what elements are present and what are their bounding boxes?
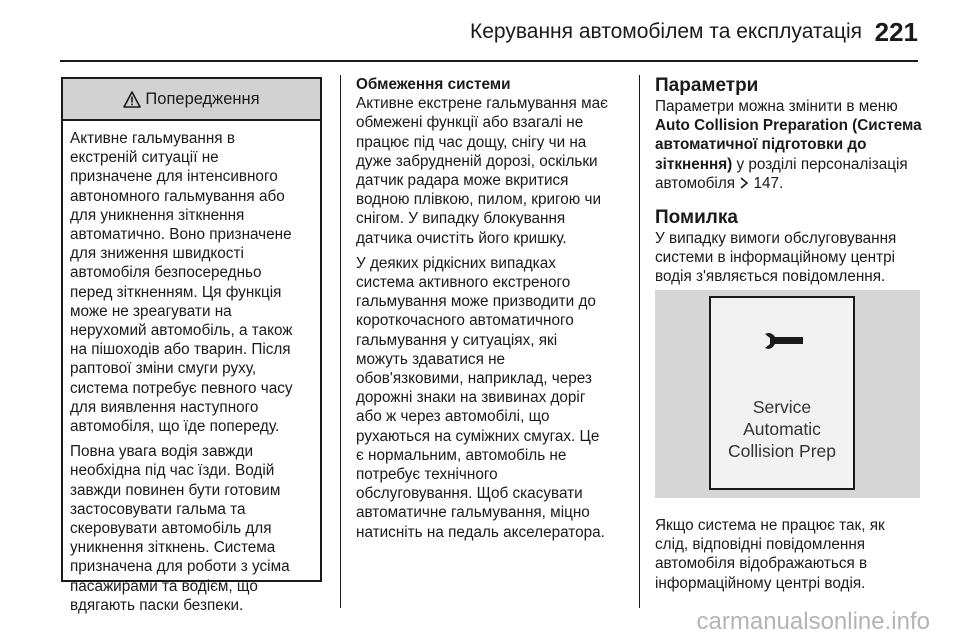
column-divider [340,75,341,608]
menu-path-text: Auto Collision Preparation (Система автоматичної підготовки до зіткнення) [655,117,922,173]
warning-body [63,121,320,615]
column-divider [639,75,640,608]
warning-paragraph: Активне гальмування в екстреній ситуації не призначене для інтенсивного автономного гальмування або для уникнення зіткнення автоматично. Воно призначене для зниження швидкості автомобіля безпосередньо перед зіткненням. Ця функція може не зреагувати на нерухомий автомобіль, а також на пішоходів або тварин. Після раптової зміни смуги руху, система потребує певного часу для виявлення наступного автомобіля, що їде попереду. [70,130,293,436]
page-reference: 147. [753,174,784,192]
wrench-icon [763,331,805,353]
page-header-title: Керування автомобілем та експлуатація [470,20,863,43]
display-message: Service Automatic Collision Prep [728,397,836,461]
right-column [655,75,925,301]
body-paragraph: Активне екстрене гальмування має обмежені функції або взагалі не працює під час дощу, снігу чи на дуже забрудненій дорозі, оскільки датчик радара може вкритися водною плівкою, пилом, кригою чи снігом. У випадку блокування датчика очистіть його кришку. [356,95,608,247]
warning-triangle-icon [123,91,141,108]
body-paragraph: У деяких рідкісних випадках система активного екстреного гальмування може призводити до короткочасного автоматичного гальмування у ситуаціях, які можуть здаватися не обов'язковими, наприклад, через дорожні знаки на звивинах доріг або ж через автомобілі, що рухаються на суміжних смугах. Це є нормальним, автомобіль не потребує технічного обслуговування. Щоб скасувати автоматичне гальмування, міцно натисніть на педаль акселератора. [356,254,605,541]
display-screen [709,296,855,490]
warning-box [61,77,322,614]
error-heading: Помилка [655,207,738,229]
middle-column [356,75,626,548]
params-tail: у розділі персоналізація автомобіля [655,155,908,192]
page-reference-arrow-icon [739,177,749,189]
warning-title: Попередження [145,89,260,108]
section-subheading: Обмеження системи [356,76,511,93]
params-heading: Параметри [655,75,759,96]
params-paragraph [655,97,925,193]
bottom-paragraph: Якщо система не працює так, як слід, відповідні повідомлення автомобіля відображаються в інформаційному центрі водія. [655,517,885,592]
error-paragraph: У випадку вимоги обслуговування системи в інформаційному центрі водія з'являється повідомлення. [655,230,897,286]
warning-header [63,79,320,121]
watermark: carmanualsonline.info [696,608,930,635]
params-intro: Параметри можна змінити в меню [655,98,898,115]
warning-paragraph: Повна увага водія завжди необхідна під час їзди. Водій завжди повинен бути готовим застосовувати гальма та скеровувати автомобіль для уникнення зіткнень. Система призначена для роботи з усіма пасажирами та водієм, що вдягають паски безпеки. [70,443,290,614]
header-divider [60,60,918,62]
driver-info-display-illustration [655,290,920,498]
page-number: 221 [874,17,918,47]
